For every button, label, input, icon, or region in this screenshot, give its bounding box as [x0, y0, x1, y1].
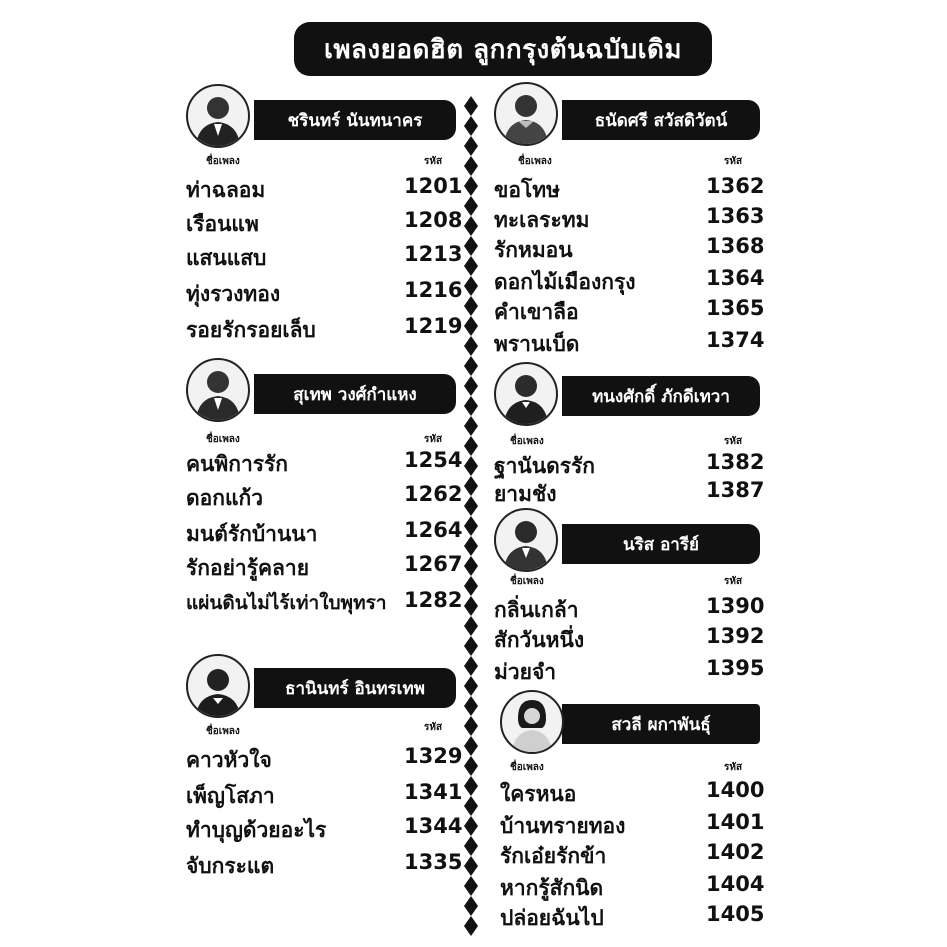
song-code: 1219: [404, 314, 463, 338]
song-row: [494, 296, 765, 329]
artist-photo-avatar: [494, 508, 558, 572]
song-row: [186, 518, 463, 551]
song-row: [186, 780, 463, 813]
song-title: ทำบุญด้วยอะไร: [186, 818, 327, 842]
song-code: 1404: [706, 872, 765, 896]
column-header-code: รหัส: [424, 156, 443, 167]
song-code: 1365: [706, 296, 765, 320]
song-title: แสนแสบ: [186, 246, 267, 270]
column-header-code: รหัส: [724, 156, 743, 167]
song-title: ทะเลระทม: [494, 208, 590, 232]
song-code: 1362: [706, 174, 765, 198]
song-row: [186, 208, 463, 241]
song-title: กลิ่นเกล้า: [494, 598, 579, 622]
song-row: [494, 266, 765, 299]
song-code: 1262: [404, 482, 463, 506]
artist-photo-avatar: [186, 358, 250, 422]
song-title: เรือนแพ: [186, 212, 259, 236]
song-row: [186, 174, 463, 207]
song-row: [186, 242, 463, 275]
song-row: [494, 234, 765, 267]
artist-section-suthep: [186, 358, 463, 628]
song-row: [186, 482, 463, 515]
song-code: 1390: [706, 594, 765, 618]
song-row: [186, 552, 463, 585]
song-title: หากรู้สักนิด: [500, 876, 604, 900]
song-title: คนพิการรัก: [186, 452, 289, 476]
song-row: [186, 814, 463, 847]
artist-name-bar: สวลี ผกาพันธุ์: [562, 704, 760, 744]
song-code: 1400: [706, 778, 765, 802]
zigzag-divider: [464, 96, 478, 936]
artist-photo-avatar: [500, 690, 564, 754]
song-title: บ้านทรายทอง: [500, 814, 626, 838]
song-title: เพ็ญโสภา: [186, 784, 275, 808]
song-code: 1201: [404, 174, 463, 198]
column-header-song: ชื่อเพลง: [206, 726, 240, 737]
song-code: 1374: [706, 328, 765, 352]
song-title: ทุ่งรวงทอง: [186, 282, 281, 306]
artist-section-thanongsak: [494, 362, 765, 508]
column-header-code: รหัส: [724, 436, 743, 447]
song-title: ฐานันดรรัก: [494, 454, 596, 478]
song-title: ดอกไม้เมืองกรุง: [494, 270, 636, 294]
song-title: สักวันหนึ่ง: [494, 628, 585, 652]
artist-section-charin: [186, 84, 463, 354]
song-row: [494, 624, 765, 657]
song-code: 1387: [706, 478, 765, 502]
column-header-code: รหัส: [424, 722, 443, 733]
artist-photo-avatar: [186, 84, 250, 148]
song-row: [494, 174, 765, 207]
artist-name-bar: ทนงศักดิ์ ภักดีเทวา: [562, 376, 760, 416]
song-title: มนต์รักบ้านนา: [186, 522, 318, 546]
song-code: 1364: [706, 266, 765, 290]
column-header-song: ชื่อเพลง: [206, 156, 240, 167]
song-row: [500, 778, 765, 811]
song-title: ดอกแก้ว: [186, 486, 264, 510]
column-header-song: ชื่อเพลง: [510, 436, 544, 447]
song-code: 1382: [706, 450, 765, 474]
song-code: 1264: [404, 518, 463, 542]
song-row: [494, 204, 765, 237]
song-code: 1213: [404, 242, 463, 266]
artist-photo-avatar: [494, 362, 558, 426]
song-row: [500, 810, 765, 843]
song-title: ม่วยจำ: [494, 660, 557, 684]
song-code: 1341: [404, 780, 463, 804]
song-row: [186, 744, 463, 777]
artist-name-bar: นริส อารีย์: [562, 524, 760, 564]
page-title: เพลงยอดฮิต ลูกกรุงต้นฉบับเดิม: [294, 22, 712, 76]
song-title: รักหมอน: [494, 238, 573, 262]
song-title: ยามชัง: [494, 482, 557, 506]
song-code: 1368: [706, 234, 765, 258]
song-code: 1335: [404, 850, 463, 874]
song-title: แผ่นดินไม่ไร้เท่าใบพุทรา: [186, 592, 387, 614]
song-title: ปล่อยฉันไป: [500, 906, 604, 930]
song-row: [500, 902, 765, 935]
song-code: 1395: [706, 656, 765, 680]
song-code: 1254: [404, 448, 463, 472]
song-row: [494, 328, 765, 361]
artist-section-thanatsri: [494, 82, 765, 356]
song-title: รักอย่ารู้คลาย: [186, 556, 309, 580]
song-title: รักเอ๋ยรักข้า: [500, 844, 607, 868]
song-title: ใครหนอ: [500, 782, 577, 806]
song-code: 1392: [706, 624, 765, 648]
song-title: พรานเบ็ด: [494, 332, 580, 356]
song-row: [186, 278, 463, 311]
song-row: [186, 314, 463, 347]
song-title: ขอโทษ: [494, 178, 560, 202]
artist-name-bar: ธนัดศรี สวัสดิวัตน์: [562, 100, 760, 140]
song-row: [186, 850, 463, 883]
song-code: 1282: [404, 588, 463, 612]
song-code: 1267: [404, 552, 463, 576]
song-row: [500, 840, 765, 873]
song-code: 1344: [404, 814, 463, 838]
song-title: คำเขาลือ: [494, 300, 579, 324]
column-header-code: รหัส: [724, 576, 743, 587]
song-code: 1208: [404, 208, 463, 232]
column-header-code: รหัส: [724, 762, 743, 773]
song-row: [494, 656, 765, 689]
artist-name-bar: ชรินทร์ นันทนาคร: [254, 100, 456, 140]
artist-section-thanin: [186, 654, 463, 894]
artist-name-bar: ธานินทร์ อินทรเทพ: [254, 668, 456, 708]
song-row: [494, 478, 765, 511]
artist-photo-avatar: [494, 82, 558, 146]
song-code: 1329: [404, 744, 463, 768]
song-title: ท่าฉลอม: [186, 178, 266, 202]
song-row: [186, 588, 463, 618]
column-header-code: รหัส: [424, 434, 443, 445]
song-row: [186, 448, 463, 481]
artist-name-bar: สุเทพ วงศ์กำแหง: [254, 374, 456, 414]
song-title: รอยรักรอยเล็บ: [186, 318, 316, 342]
song-code: 1405: [706, 902, 765, 926]
song-code: 1402: [706, 840, 765, 864]
song-row: [494, 594, 765, 627]
artist-section-sawalee: [500, 690, 765, 934]
artist-section-naris: [494, 508, 765, 690]
song-title: จับกระแต: [186, 854, 275, 878]
artist-photo-avatar: [186, 654, 250, 718]
column-header-song: ชื่อเพลง: [510, 762, 544, 773]
song-code: 1216: [404, 278, 463, 302]
song-code: 1401: [706, 810, 765, 834]
column-header-song: ชื่อเพลง: [510, 576, 544, 587]
column-header-song: ชื่อเพลง: [206, 434, 240, 445]
song-row: [500, 872, 765, 905]
song-code: 1363: [706, 204, 765, 228]
song-title: คาวหัวใจ: [186, 748, 272, 772]
column-header-song: ชื่อเพลง: [518, 156, 552, 167]
